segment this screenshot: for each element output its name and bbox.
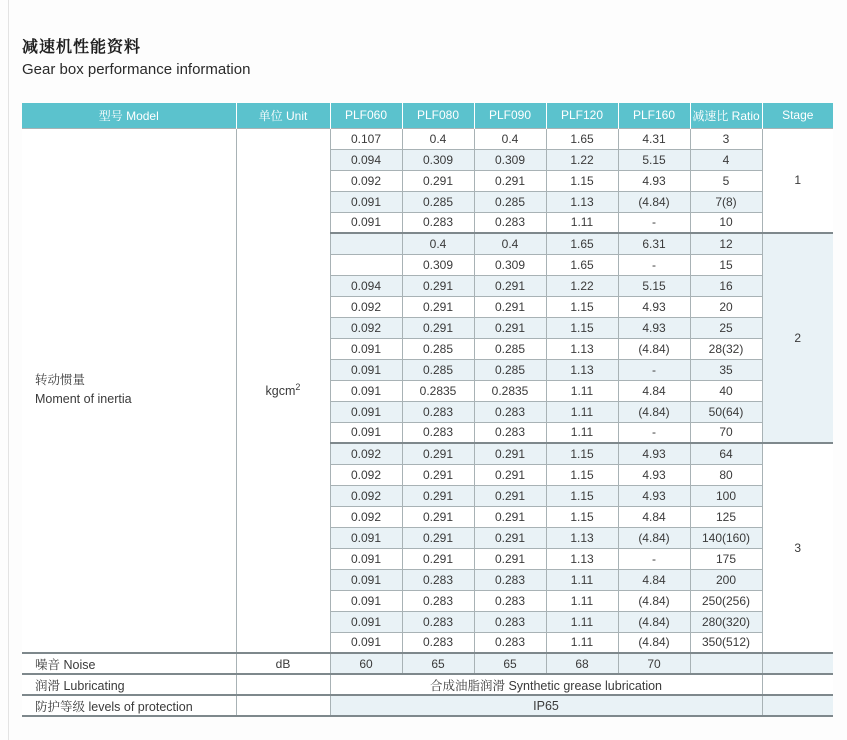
table-cell: 0.291 — [402, 443, 474, 464]
column-header-plf060: PLF060 — [330, 103, 402, 128]
table-cell: 0.092 — [330, 317, 402, 338]
lubricating-label: 润滑 Lubricating — [22, 674, 236, 695]
table-cell: 0.092 — [330, 485, 402, 506]
table-cell: 7(8) — [690, 191, 762, 212]
table-cell: - — [618, 359, 690, 380]
table-cell: 1.15 — [546, 170, 618, 191]
table-cell: 0.291 — [474, 317, 546, 338]
table-cell: 1.15 — [546, 485, 618, 506]
table-cell: 1.15 — [546, 506, 618, 527]
table-cell: 0.285 — [402, 338, 474, 359]
table-cell: (4.84) — [618, 401, 690, 422]
table-cell: 0.091 — [330, 548, 402, 569]
table-cell: 0.291 — [474, 443, 546, 464]
column-header-plf090: PLF090 — [474, 103, 546, 128]
table-cell: 0.285 — [474, 359, 546, 380]
lubricating-row — [22, 674, 833, 695]
table-cell: 1.11 — [546, 380, 618, 401]
table-cell: 1.11 — [546, 590, 618, 611]
table-cell: 4.84 — [618, 569, 690, 590]
table-cell: 0.091 — [330, 359, 402, 380]
table-cell: 350(512) — [690, 632, 762, 653]
table-cell: 0.092 — [330, 506, 402, 527]
lubricating-stage-cell — [762, 674, 833, 695]
table-cell: 0.092 — [330, 296, 402, 317]
table-cell: - — [618, 548, 690, 569]
page-header — [22, 34, 250, 78]
table-cell: 4.93 — [618, 464, 690, 485]
table-cell: 0.094 — [330, 149, 402, 170]
table-cell: 1.13 — [546, 338, 618, 359]
table-cell: 1.15 — [546, 296, 618, 317]
table-cell: (4.84) — [618, 590, 690, 611]
table-cell: 1.13 — [546, 548, 618, 569]
column-header-unit: 单位 Unit — [236, 103, 330, 128]
table-cell: 0.309 — [402, 149, 474, 170]
table-cell: 0.291 — [474, 485, 546, 506]
table-cell: (4.84) — [618, 632, 690, 653]
table-cell: 0.092 — [330, 464, 402, 485]
table-cell: 0.283 — [474, 212, 546, 233]
table-cell: - — [618, 422, 690, 443]
table-cell: (4.84) — [618, 527, 690, 548]
table-cell: 0.309 — [402, 254, 474, 275]
table-cell: 0.291 — [402, 548, 474, 569]
table-cell: 50(64) — [690, 401, 762, 422]
table-cell: 1.11 — [546, 422, 618, 443]
table-cell: 35 — [690, 359, 762, 380]
table-cell: 5.15 — [618, 149, 690, 170]
table-cell: 0.091 — [330, 611, 402, 632]
table-cell: 0.091 — [330, 212, 402, 233]
noise-label: 噪音 Noise — [22, 653, 236, 674]
table-cell: 0.291 — [474, 464, 546, 485]
noise-value-plf160: 70 — [618, 653, 690, 674]
table-cell: 12 — [690, 233, 762, 254]
table-cell: 0.291 — [402, 317, 474, 338]
table-cell: 1.65 — [546, 233, 618, 254]
table-cell: 0.4 — [402, 233, 474, 254]
table-cell: 4.93 — [618, 485, 690, 506]
table-cell: 15 — [690, 254, 762, 275]
table-cell: 0.283 — [474, 422, 546, 443]
table-cell: 25 — [690, 317, 762, 338]
table-cell: 1.13 — [546, 359, 618, 380]
table-cell: 0.283 — [402, 422, 474, 443]
table-cell: 0.283 — [474, 632, 546, 653]
table-cell: 0.283 — [474, 569, 546, 590]
table-cell: 0.283 — [402, 569, 474, 590]
table-cell: 0.094 — [330, 275, 402, 296]
table-cell: 3 — [690, 128, 762, 149]
noise-value-plf120: 68 — [546, 653, 618, 674]
table-cell: 0.092 — [330, 170, 402, 191]
table-cell: 70 — [690, 422, 762, 443]
table-cell: 0.291 — [474, 527, 546, 548]
table-cell: 1.15 — [546, 464, 618, 485]
table-cell: 0.291 — [402, 170, 474, 191]
table-cell: 0.283 — [402, 611, 474, 632]
table-cell: 4.93 — [618, 317, 690, 338]
table-cell: 125 — [690, 506, 762, 527]
table-cell: 5 — [690, 170, 762, 191]
table-cell: 0.291 — [474, 275, 546, 296]
noise-value-plf080: 65 — [402, 653, 474, 674]
table-cell — [330, 254, 402, 275]
table-cell: 1.65 — [546, 254, 618, 275]
table-cell: 1.11 — [546, 611, 618, 632]
table-cell: 4 — [690, 149, 762, 170]
table-cell: 1.11 — [546, 401, 618, 422]
table-cell: 4.93 — [618, 443, 690, 464]
table-cell: 100 — [690, 485, 762, 506]
table-cell: 40 — [690, 380, 762, 401]
table-cell: 0.4 — [474, 128, 546, 149]
table-cell: 0.291 — [402, 527, 474, 548]
table-cell: 1.13 — [546, 191, 618, 212]
table-cell — [330, 233, 402, 254]
protection-value: IP65 — [330, 695, 762, 716]
table-cell: 0.309 — [474, 149, 546, 170]
table-cell: - — [618, 254, 690, 275]
table-cell: 1.65 — [546, 128, 618, 149]
table-cell: 0.283 — [402, 212, 474, 233]
table-cell: 0.285 — [474, 338, 546, 359]
stage-group-cell: 2 — [762, 233, 833, 443]
table-cell: 1.22 — [546, 149, 618, 170]
column-header-plf120: PLF120 — [546, 103, 618, 128]
column-header-plf160: PLF160 — [618, 103, 690, 128]
inertia-label-zh: 转动惯量 — [35, 372, 86, 387]
table-cell: 16 — [690, 275, 762, 296]
protection-row — [22, 695, 833, 716]
table-cell: 1.15 — [546, 317, 618, 338]
inertia-row-label — [22, 128, 236, 653]
page-edge-line — [8, 0, 9, 740]
column-header-stage: Stage — [762, 103, 833, 128]
table-cell: 0.291 — [402, 506, 474, 527]
table-cell: 0.291 — [402, 296, 474, 317]
table-cell: 0.091 — [330, 191, 402, 212]
table-cell: 0.283 — [474, 401, 546, 422]
table-cell: 0.291 — [474, 506, 546, 527]
table-cell: 6.31 — [618, 233, 690, 254]
table-cell: 0.283 — [474, 590, 546, 611]
table-cell: 4.84 — [618, 380, 690, 401]
table-cell: 250(256) — [690, 590, 762, 611]
table-cell: 1.13 — [546, 527, 618, 548]
page-title-en: Gear box performance information — [22, 61, 251, 78]
table-cell: 28(32) — [690, 338, 762, 359]
table-cell: 4.93 — [618, 170, 690, 191]
table-cell: 0.091 — [330, 527, 402, 548]
table-cell: - — [618, 212, 690, 233]
table-cell: 140(160) — [690, 527, 762, 548]
table-header-row — [22, 103, 833, 128]
table-cell: 1.15 — [546, 443, 618, 464]
column-header-ratio: 减速比 Ratio — [690, 103, 762, 128]
table-cell: 5.15 — [618, 275, 690, 296]
table-cell: 0.2835 — [474, 380, 546, 401]
inertia-data-row — [22, 128, 833, 149]
table-cell: 1.11 — [546, 212, 618, 233]
table-cell: 0.091 — [330, 632, 402, 653]
table-cell: 0.091 — [330, 422, 402, 443]
table-cell: 1.22 — [546, 275, 618, 296]
table-cell: 0.091 — [330, 401, 402, 422]
table-cell: 4.31 — [618, 128, 690, 149]
stage-group-cell: 3 — [762, 443, 833, 653]
table-cell: (4.84) — [618, 611, 690, 632]
table-cell: 20 — [690, 296, 762, 317]
lubricating-unit — [236, 674, 330, 695]
table-cell: 175 — [690, 548, 762, 569]
table-cell: 4.93 — [618, 296, 690, 317]
table-cell: 0.092 — [330, 443, 402, 464]
noise-value-plf090: 65 — [474, 653, 546, 674]
inertia-unit-exponent: 2 — [295, 382, 301, 393]
noise-unit: dB — [236, 653, 330, 674]
table-cell: 200 — [690, 569, 762, 590]
table-cell: 0.291 — [402, 275, 474, 296]
lubricating-value: 合成油脂润滑 Synthetic grease lubrication — [330, 674, 762, 695]
table-cell: 0.4 — [402, 128, 474, 149]
table-cell: 4.84 — [618, 506, 690, 527]
table-cell: (4.84) — [618, 191, 690, 212]
stage-group-cell: 1 — [762, 128, 833, 233]
table-cell: 0.285 — [402, 191, 474, 212]
table-cell: 0.285 — [474, 191, 546, 212]
table-cell: 0.283 — [402, 632, 474, 653]
performance-table — [22, 103, 833, 717]
protection-stage-cell — [762, 695, 833, 716]
table-cell: 0.2835 — [402, 380, 474, 401]
noise-row — [22, 653, 833, 674]
table-cell: 0.283 — [402, 401, 474, 422]
table-cell: 0.291 — [474, 296, 546, 317]
column-header-model: 型号 Model — [22, 103, 236, 128]
table-cell: 64 — [690, 443, 762, 464]
table-cell: 0.283 — [474, 611, 546, 632]
noise-ratio-cell — [690, 653, 762, 674]
table-cell: 0.285 — [402, 359, 474, 380]
inertia-unit-text: kgcm — [265, 384, 296, 399]
table-cell: 0.291 — [402, 485, 474, 506]
column-header-plf080: PLF080 — [402, 103, 474, 128]
noise-stage-cell — [762, 653, 833, 674]
inertia-unit — [236, 128, 330, 653]
footer-body — [22, 653, 833, 716]
table-cell: 0.091 — [330, 569, 402, 590]
protection-label: 防护等级 levels of protection — [22, 695, 236, 716]
table-cell: 0.291 — [474, 548, 546, 569]
protection-unit — [236, 695, 330, 716]
table-cell: 0.309 — [474, 254, 546, 275]
table-cell: 1.11 — [546, 569, 618, 590]
inertia-label-en: Moment of inertia — [35, 392, 132, 407]
table-cell: 0.283 — [402, 590, 474, 611]
noise-value-plf060: 60 — [330, 653, 402, 674]
table-cell: 1.11 — [546, 632, 618, 653]
table-cell: 0.091 — [330, 590, 402, 611]
table-cell: 0.091 — [330, 338, 402, 359]
table-cell: 80 — [690, 464, 762, 485]
table-cell: 0.291 — [402, 464, 474, 485]
table-cell: 0.4 — [474, 233, 546, 254]
table-cell: 0.291 — [474, 170, 546, 191]
table-cell: 0.107 — [330, 128, 402, 149]
table-cell: 0.091 — [330, 380, 402, 401]
table-cell: 280(320) — [690, 611, 762, 632]
table-cell: (4.84) — [618, 338, 690, 359]
inertia-body — [22, 128, 833, 653]
page-title-zh: 减速机性能资料 — [22, 39, 142, 56]
table-cell: 10 — [690, 212, 762, 233]
